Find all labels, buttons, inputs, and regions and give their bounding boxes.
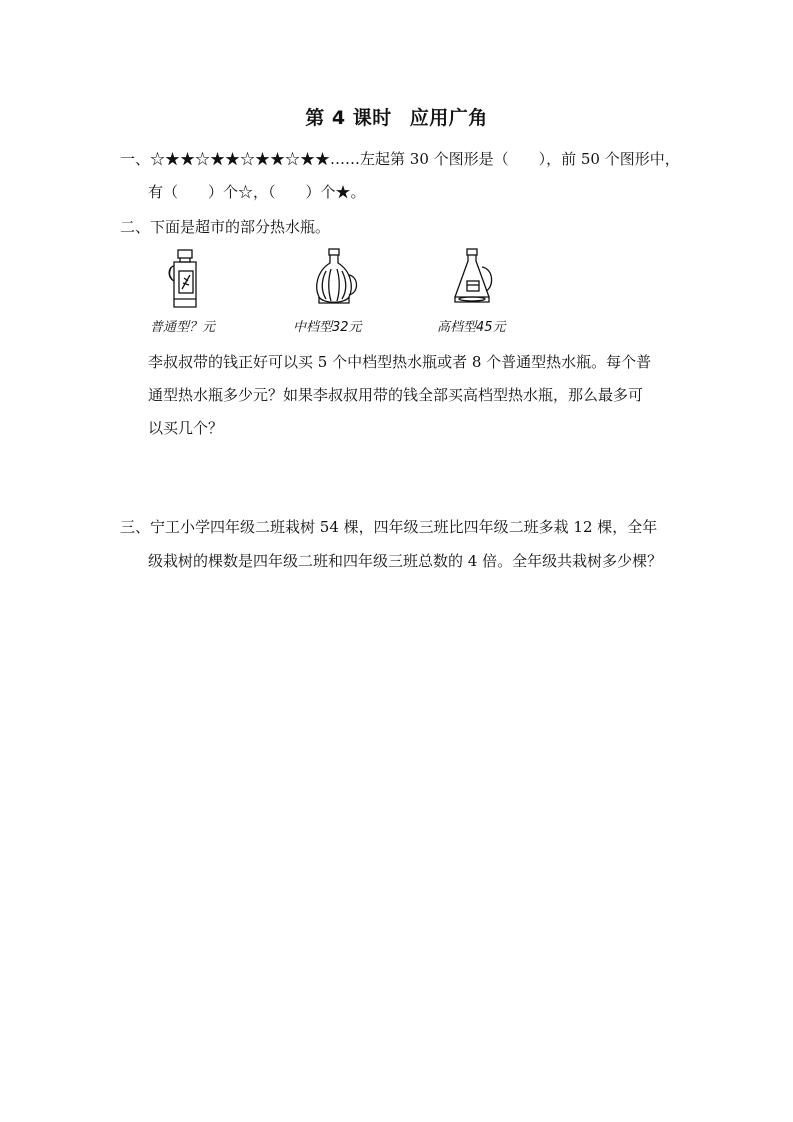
high-grade-thermos-price: 高档型45元: [437, 320, 506, 335]
mid-grade-thermos-price: 中档型32元: [293, 320, 362, 335]
question-3-line-1: 三、宁工小学四年级二班栽树 54 棵，四年级三班比四年级二班多栽 12 棵，全年: [120, 518, 658, 536]
question-2-text-line-3: 以买几个？: [148, 419, 224, 437]
mid-grade-thermos-icon: [309, 247, 359, 309]
question-2-text-line-2: 通型热水瓶多少元？如果李叔叔用带的钱全部买高档型热水瓶，那么最多可: [148, 386, 644, 404]
ordinary-thermos-icon: [166, 247, 208, 313]
question-3-line-2: 级栽树的棵数是四年级二班和四年级三班总数的 4 倍。全年级共栽树多少棵？: [148, 552, 663, 570]
page-title: [0, 103, 793, 130]
question-1-line-1: 一、☆★★☆★★☆★★☆★★……左起第 30 个图形是（ ），前 50 个图形中，: [120, 150, 680, 168]
ordinary-thermos-price: 普通型？元: [150, 320, 216, 335]
lesson-number: 第 4 课时: [305, 107, 392, 129]
high-grade-thermos-icon: [449, 247, 499, 307]
question-2-intro: 二、下面是超市的部分热水瓶。: [120, 218, 331, 236]
question-1-line-2: 有（ ）个☆，（ ）个★。: [148, 183, 366, 201]
lesson-topic: 应用广角: [409, 107, 488, 129]
question-2-text-line-1: 李叔叔带的钱正好可以买 5 个中档型热水瓶或者 8 个普通型热水瓶。每个普: [148, 353, 652, 371]
